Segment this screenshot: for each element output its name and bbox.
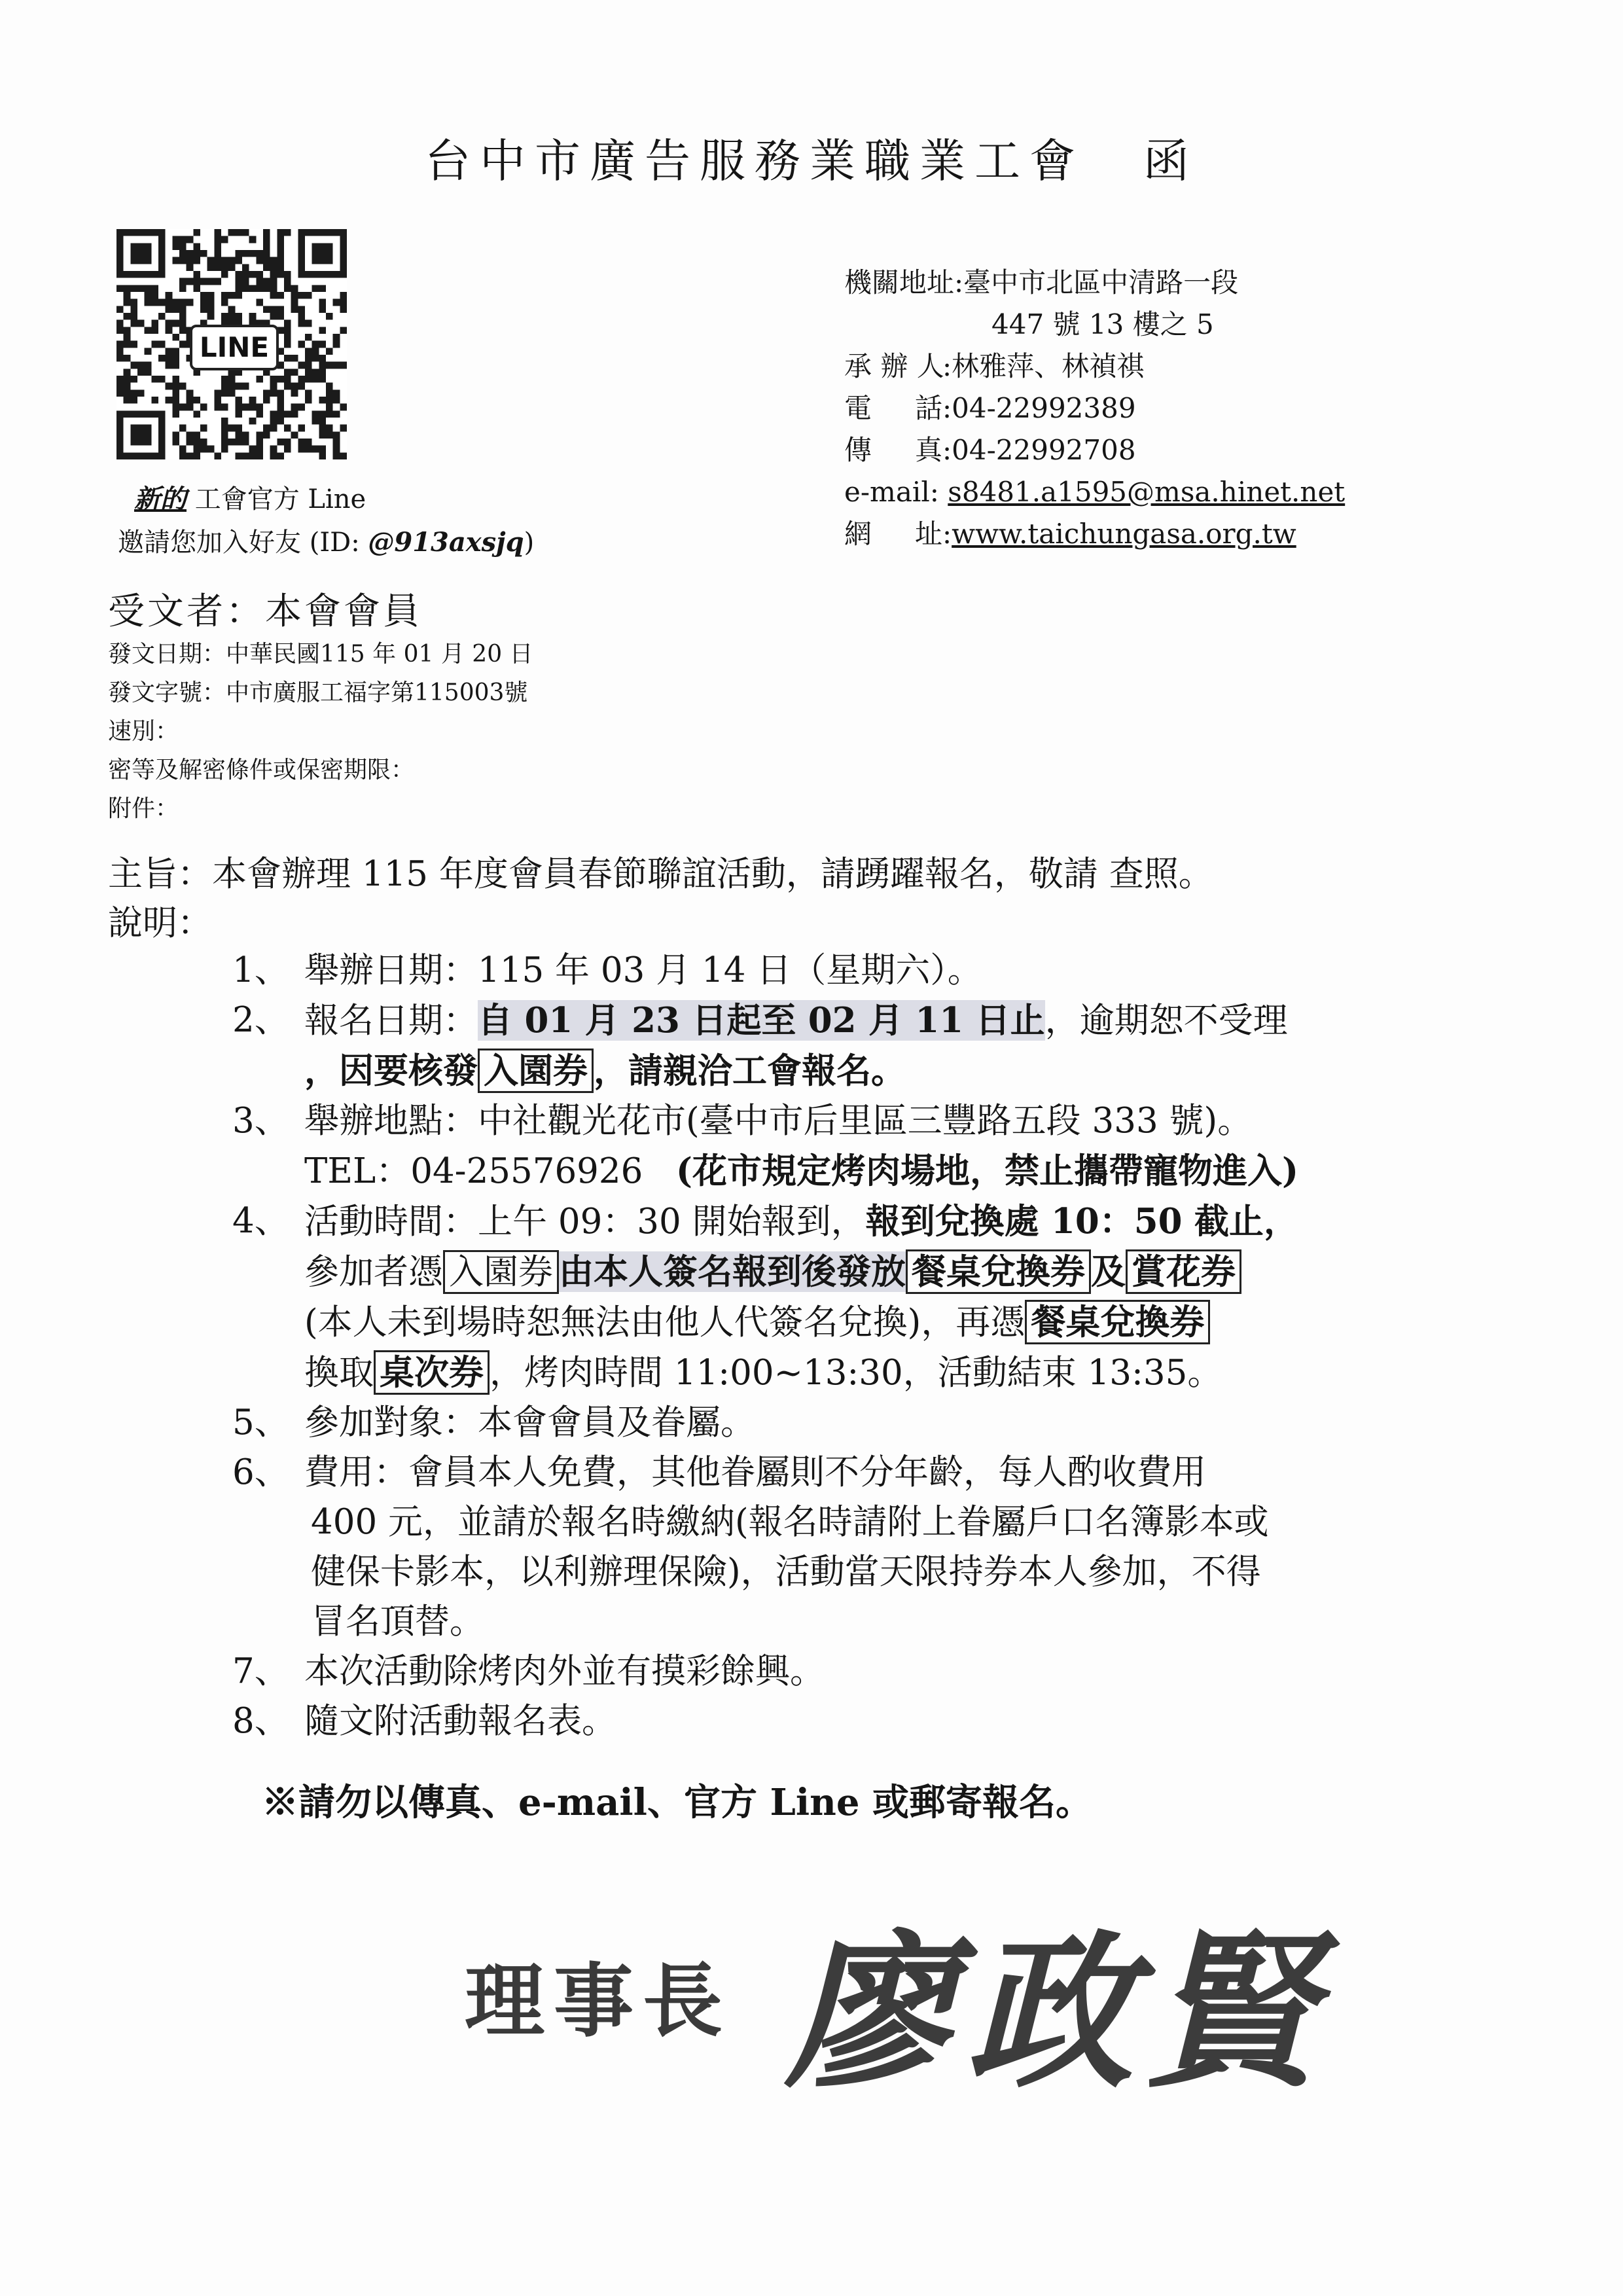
ticket-box: 賞花券 — [1126, 1249, 1241, 1294]
item-number: 1、 — [232, 950, 289, 990]
ticket-box: 餐桌兌換券 — [1025, 1300, 1210, 1344]
item-number: 8、 — [232, 1701, 289, 1741]
handler-row — [844, 346, 1345, 387]
meta-block — [108, 635, 533, 828]
item-text: 報名日期： — [304, 1001, 478, 1041]
email-row — [844, 471, 1345, 513]
fax-value: :04-22992708 — [942, 434, 1136, 466]
secrecy-level: 密等及解密條件或保密期限： — [108, 757, 415, 783]
list-item — [232, 1647, 1298, 1696]
item-text: 本次活動除烤肉外並有摸彩餘興。 — [304, 1651, 825, 1691]
item-text: ，逾期恕不受理 — [1044, 1001, 1288, 1041]
item-text: 活動時間：上午 09：30 開始報到， — [304, 1202, 866, 1242]
speed-class: 速別： — [108, 718, 179, 745]
list-item — [232, 1196, 1298, 1398]
line-invite-text: 邀請您加入好友 — [118, 528, 301, 558]
line-id-prefix: (ID: — [309, 528, 368, 558]
item-text: (本人未到場時恕無法由他人代簽名兌換)，再憑 — [304, 1302, 1026, 1342]
item-text: 參加對象：本會會員及眷屬。 — [304, 1403, 755, 1443]
item-text: 及 — [1091, 1251, 1126, 1292]
item-text: 費用：會員本人免費，其他眷屬則不分年齡，每人酌收費用 — [304, 1452, 1206, 1492]
line-id: @913axsjq — [368, 527, 524, 558]
item-text: 報到兌換處 10：50 截止， — [865, 1201, 1298, 1242]
item-number: 2、 — [232, 1000, 289, 1040]
item-number: 3、 — [232, 1101, 289, 1141]
subject: 主旨：本會辦理 115 年度會員春節聯誼活動，請踴躍報名，敬請 查照。 — [108, 854, 1213, 894]
item-number: 5、 — [232, 1403, 289, 1443]
list-item — [232, 1096, 1298, 1196]
phone-value: :04-22992389 — [942, 392, 1136, 424]
line-logo-icon: LINE — [190, 325, 279, 370]
signature-name: 廖政賢 — [785, 1915, 1329, 2111]
handler-value: :林雅萍、林禎祺 — [942, 350, 1145, 382]
doc-type: 函 — [1143, 134, 1198, 188]
fax-label: 傳 真 — [844, 434, 942, 466]
ticket-box: 入園券 — [443, 1250, 559, 1294]
explain-label: 說明： — [108, 903, 212, 943]
item-number: 7、 — [232, 1651, 289, 1691]
issue-number: 發文字號：中市廣服工福字第115003號 — [108, 679, 528, 706]
attachment: 附件： — [108, 795, 179, 822]
org-name: 台中市廣告服務業職業工會 — [425, 134, 1084, 188]
item-text: ，因要核發 — [304, 1050, 478, 1091]
item-text: TEL：04-25576926 — [304, 1151, 643, 1191]
line-caption-new: 新的 — [134, 484, 187, 514]
list-item — [232, 1398, 1298, 1448]
phone-label: 電 話 — [844, 392, 942, 424]
item-text: ，烤肉時間 11:00~13:30，活動結束 13:35。 — [490, 1353, 1222, 1393]
line-id-suffix: ) — [524, 528, 535, 558]
recipient: 受文者：本會會員 — [108, 590, 422, 633]
line-caption-rest: 工會官方 Line — [194, 484, 366, 514]
phone-row — [844, 387, 1345, 429]
item-number: 6、 — [232, 1452, 289, 1492]
list-item — [232, 996, 1298, 1096]
web-label: 網 址 — [844, 518, 942, 550]
list-item — [232, 1696, 1298, 1746]
item-number: 4、 — [232, 1201, 289, 1241]
web-link[interactable]: www.taichungasa.org.tw — [952, 518, 1296, 550]
item-text: 參加者憑 — [304, 1252, 443, 1292]
web-sep: : — [942, 518, 952, 550]
email-link[interactable]: s8481.a1595@msa.hinet.net — [948, 476, 1346, 508]
ticket-box: 入園券 — [478, 1049, 594, 1093]
line-caption-1 — [134, 478, 366, 521]
notice: ※請勿以傳真、e-mail、官方 Line 或郵寄報名。 — [262, 1781, 1092, 1824]
list-item — [232, 1448, 1298, 1647]
item-text: 舉辦日期：115 年 03 月 14 日（星期六）。 — [304, 950, 982, 990]
registration-period: 自 01 月 23 日起至 02 月 11 日止 — [478, 1000, 1045, 1041]
address-line1: 臺中市北區中清路一段 — [963, 266, 1239, 298]
ticket-box: 桌次券 — [374, 1350, 490, 1395]
ticket-box: 餐桌兌換券 — [906, 1249, 1091, 1294]
handler-label: 承 辦 人 — [844, 350, 944, 382]
item-text: 隨文附活動報名表。 — [304, 1701, 616, 1741]
item-text: 舉辦地點：中社觀光花市(臺中市后里區三豐路五段 333 號)。 — [304, 1101, 1253, 1141]
address-line2: 447 號 13 樓之 5 — [991, 308, 1214, 340]
document-title — [0, 124, 1623, 190]
web-row — [844, 513, 1345, 555]
item-text: 由本人簽名報到後發放 — [559, 1251, 906, 1292]
fax-row — [844, 429, 1345, 471]
item-text: 400 元，並請於報名時繳納(報名時請附上眷屬戶口名簿影本或 — [311, 1502, 1269, 1542]
address-label: 機關地址: — [844, 266, 964, 298]
subject-block — [108, 850, 1213, 948]
list-item — [232, 946, 1298, 996]
signature-title: 理事長 — [465, 1954, 732, 2048]
item-text: 健保卡影本，以利辦理保險)，活動當天限持券本人參加，不得 — [311, 1552, 1261, 1592]
issue-date: 發文日期：中華民國115 年 01 月 20 日 — [108, 641, 533, 668]
item-text: 冒名頂替。 — [311, 1602, 484, 1641]
line-caption-2 — [118, 521, 534, 564]
contact-block — [844, 262, 1345, 555]
item-text: ，請親洽工會報名。 — [594, 1050, 906, 1091]
email-label: e-mail: — [844, 476, 939, 508]
explanation-list — [232, 946, 1298, 1746]
item-text: 換取 — [304, 1353, 374, 1393]
address-row — [844, 262, 1345, 304]
item-text: (花市規定烤肉場地，禁止攜帶寵物進入) — [675, 1151, 1299, 1191]
